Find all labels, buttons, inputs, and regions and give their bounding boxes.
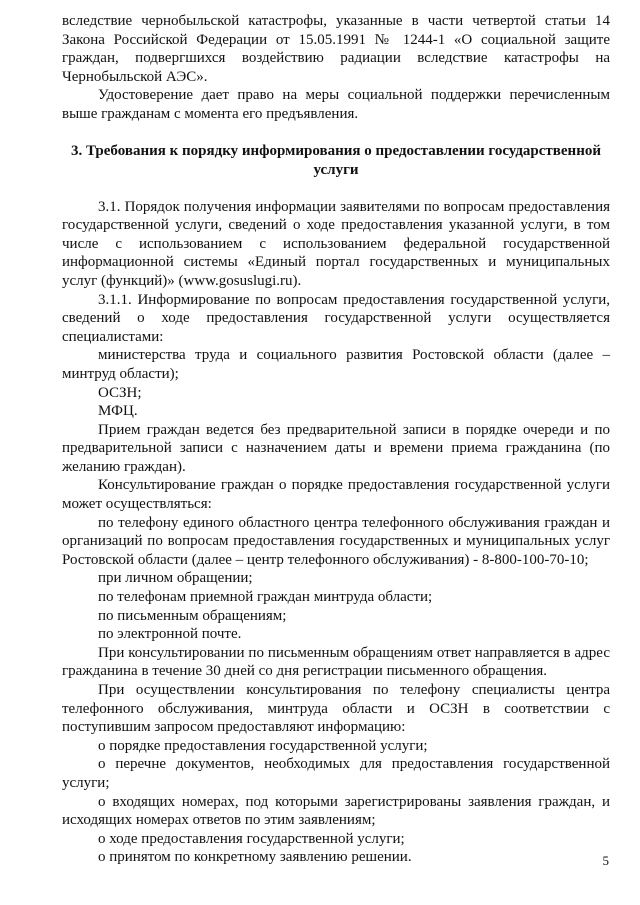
paragraph-chernobyl-law: вследствие чернобыльской катастрофы, указанные в части четвертой статьи 14 Закона Российской Федерации от 15.05.1991 № 1244-1 «О социальной защите граждан, подвергшихся воздействию радиации вследствие катастрофы на Чернобыльской АЭС». [62, 13, 610, 85]
list-item-mfc: МФЦ. [98, 403, 138, 420]
paragraph-written-response: При консультировании по письменным обращениям ответ направляется в адрес гражданина в течение 30 дней со дня регистрации письменного обращения. [62, 644, 610, 680]
list-item-document-list: о перечне документов, необходимых для предоставления государственной услуги; [62, 756, 610, 791]
page-number: 5 [602, 853, 609, 868]
paragraph-phone-consulting: При осуществлении консультирования по телефону специалисты центра телефонного обслуживания, минтруда области и ОСЗН в соответствии с поступившим запросом предоставляют информацию: [62, 682, 610, 736]
list-item-personal-visit: при личном обращении; [98, 570, 253, 587]
document-page [62, 12, 610, 867]
list-item-decision: о принятом по конкретному заявлению решении. [98, 849, 412, 866]
list-item-email: по электронной почте. [98, 626, 242, 643]
paragraph-consulting: Консультирование граждан о порядке предоставления государственной услуги может осуществляться: [62, 477, 610, 513]
list-item-service-progress: о ходе предоставления государственной услуги; [98, 830, 405, 847]
list-item-written-requests: по письменным обращениям; [98, 607, 287, 624]
list-item-mintrud: министерства труда и социального развития Ростовской области (далее – минтруд области); [62, 347, 610, 382]
paragraph-reception: Прием граждан ведется без предварительной записи в порядке очереди и по предварительной записи с назначением даты и времени приема гражданина (по желанию граждан). [62, 421, 610, 475]
paragraph-3-1: 3.1. Порядок получения информации заявителями по вопросам предоставления государственной услуги, сведений о ходе предоставления указанной услуги, в том числе с использованием с использованием федеральной государственной информационной системы «Единый портал государственных и муниципальных услуг (функций)» (www.gosuslugi.ru). [62, 198, 610, 289]
paragraph-3-1-1: 3.1.1. Информирование по вопросам предоставления государственной услуги, сведений о ходе предоставления государственной услуги осуществляется специалистами: [62, 291, 610, 345]
list-item-oszn: ОСЗН; [98, 384, 142, 401]
list-item-reception-phones: по телефонам приемной граждан минтруда области; [98, 589, 433, 606]
list-item-registration-numbers: о входящих номерах, под которыми зарегистрированы заявления граждан, и исходящих номерах ответов по этим заявлениям; [62, 793, 610, 829]
list-item-service-procedure: о порядке предоставления государственной услуги; [98, 737, 428, 754]
list-item-call-center: по телефону единого областного центра телефонного обслуживания граждан и организаций по вопросам предоставления государственных и муниципальных услуг Ростовской области (далее – центр телефонного обслуживания) - 8-800-100-70-10; [62, 514, 610, 568]
paragraph-certificate-rights: Удостоверение дает право на меры социальной поддержки перечисленным выше гражданам с момента его предъявления. [62, 87, 610, 122]
section-heading: 3. Требования к порядку информирования о предоставлении государственной услуги [71, 142, 601, 178]
